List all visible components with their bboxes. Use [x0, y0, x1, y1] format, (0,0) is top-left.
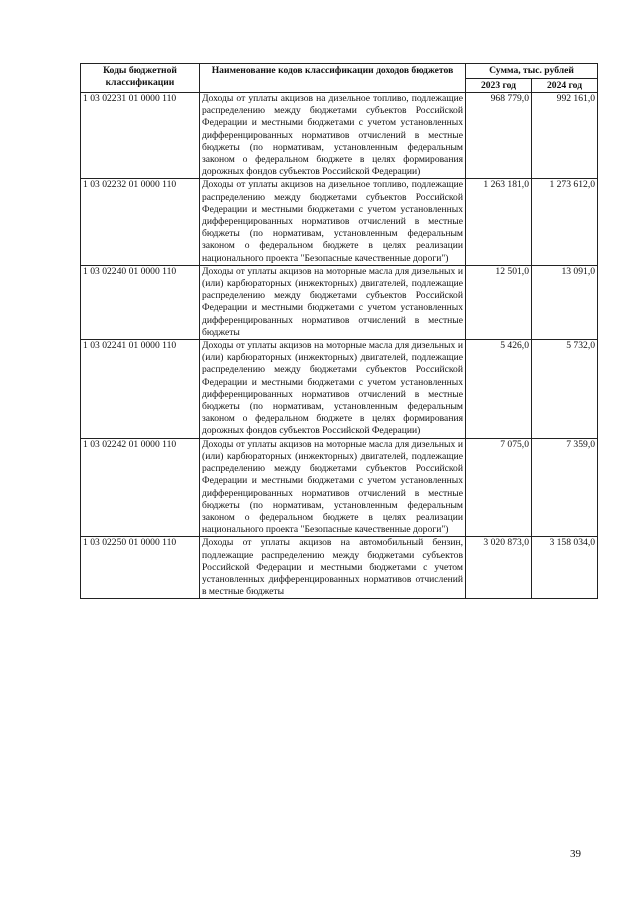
revenue-name: Доходы от уплаты акцизов на дизельное топливо, подлежащие распределению между бюджетами субъектов Российской Федерации и местными бюджетами с учетом установленных дифференцированных нормативов отчислений в местные бюджеты (по нормативам, установленным федеральным законом о федеральном бюджете в целях формирования дорожных фондов субъектов Российской Федерации) [200, 93, 466, 179]
amount-2023: 1 263 181,0 [466, 179, 532, 265]
classification-code: 1 03 02242 01 0000 110 [81, 438, 200, 537]
classification-code: 1 03 02250 01 0000 110 [81, 537, 200, 599]
amount-2023: 7 075,0 [466, 438, 532, 537]
amount-2023: 3 020 873,0 [466, 537, 532, 599]
header-sum: Сумма, тыс. рублей [466, 64, 598, 79]
amount-2024: 7 359,0 [532, 438, 598, 537]
classification-code: 1 03 02240 01 0000 110 [81, 265, 200, 339]
revenue-name: Доходы от уплаты акцизов на автомобильный бензин, подлежащие распределению между бюджетами субъектов Российской Федерации и местными бюджетами с учетом установленных дифференцированных нормативов отчислений в местные бюджеты [200, 537, 466, 599]
revenue-name: Доходы от уплаты акцизов на дизельное топливо, подлежащие распределению между бюджетами субъектов Российской Федерации и местными бюджетами с учетом установленных дифференцированных нормативов отчислений в местные бюджеты (по нормативам, установленным федеральным законом о федеральном бюджете в целях реализации национального проекта "Безопасные качественные дороги") [200, 179, 466, 265]
revenue-name: Доходы от уплаты акцизов на моторные масла для дизельных и (или) карбюраторных (инжекторных) двигателей, подлежащие распределению между бюджетами субъектов Российской Федерации и местными бюджетами с учетом установленных дифференцированных нормативов отчислений в местные бюджеты [200, 265, 466, 339]
table-header-row [81, 64, 598, 79]
table-row [81, 179, 598, 265]
amount-2023: 968 779,0 [466, 93, 532, 179]
header-name: Наименование кодов классификации доходов бюджетов [200, 64, 466, 93]
header-codes: Коды бюджетной классификации [81, 64, 200, 93]
amount-2023: 12 501,0 [466, 265, 532, 339]
revenue-name: Доходы от уплаты акцизов на моторные масла для дизельных и (или) карбюраторных (инжекторных) двигателей, подлежащие распределению между бюджетами субъектов Российской Федерации и местными бюджетами с учетом установленных дифференцированных нормативов отчислений в местные бюджеты (по нормативам, установленным федеральным законом о федеральном бюджете в целях реализации национального проекта "Безопасные качественные дороги") [200, 438, 466, 537]
amount-2024: 992 161,0 [532, 93, 598, 179]
amount-2024: 13 091,0 [532, 265, 598, 339]
header-year-2024: 2024 год [532, 78, 598, 93]
classification-code: 1 03 02232 01 0000 110 [81, 179, 200, 265]
table-row [81, 265, 598, 339]
header-year-2023: 2023 год [466, 78, 532, 93]
classification-code: 1 03 02241 01 0000 110 [81, 340, 200, 439]
classification-code: 1 03 02231 01 0000 110 [81, 93, 200, 179]
revenue-classification-table [80, 63, 598, 599]
table-row [81, 438, 598, 537]
amount-2024: 1 273 612,0 [532, 179, 598, 265]
amount-2024: 3 158 034,0 [532, 537, 598, 599]
amount-2023: 5 426,0 [466, 340, 532, 439]
table-row [81, 93, 598, 179]
amount-2024: 5 732,0 [532, 340, 598, 439]
table-row [81, 340, 598, 439]
page-number: 39 [570, 848, 581, 860]
revenue-name: Доходы от уплаты акцизов на моторные масла для дизельных и (или) карбюраторных (инжекторных) двигателей, подлежащие распределению между бюджетами субъектов Российской Федерации и местными бюджетами с учетом установленных дифференцированных нормативов отчислений в местные бюджеты (по нормативам, установленным федеральным законом о федеральном бюджете в целях формирования дорожных фондов субъектов Российской Федерации) [200, 340, 466, 439]
table-row [81, 537, 598, 599]
